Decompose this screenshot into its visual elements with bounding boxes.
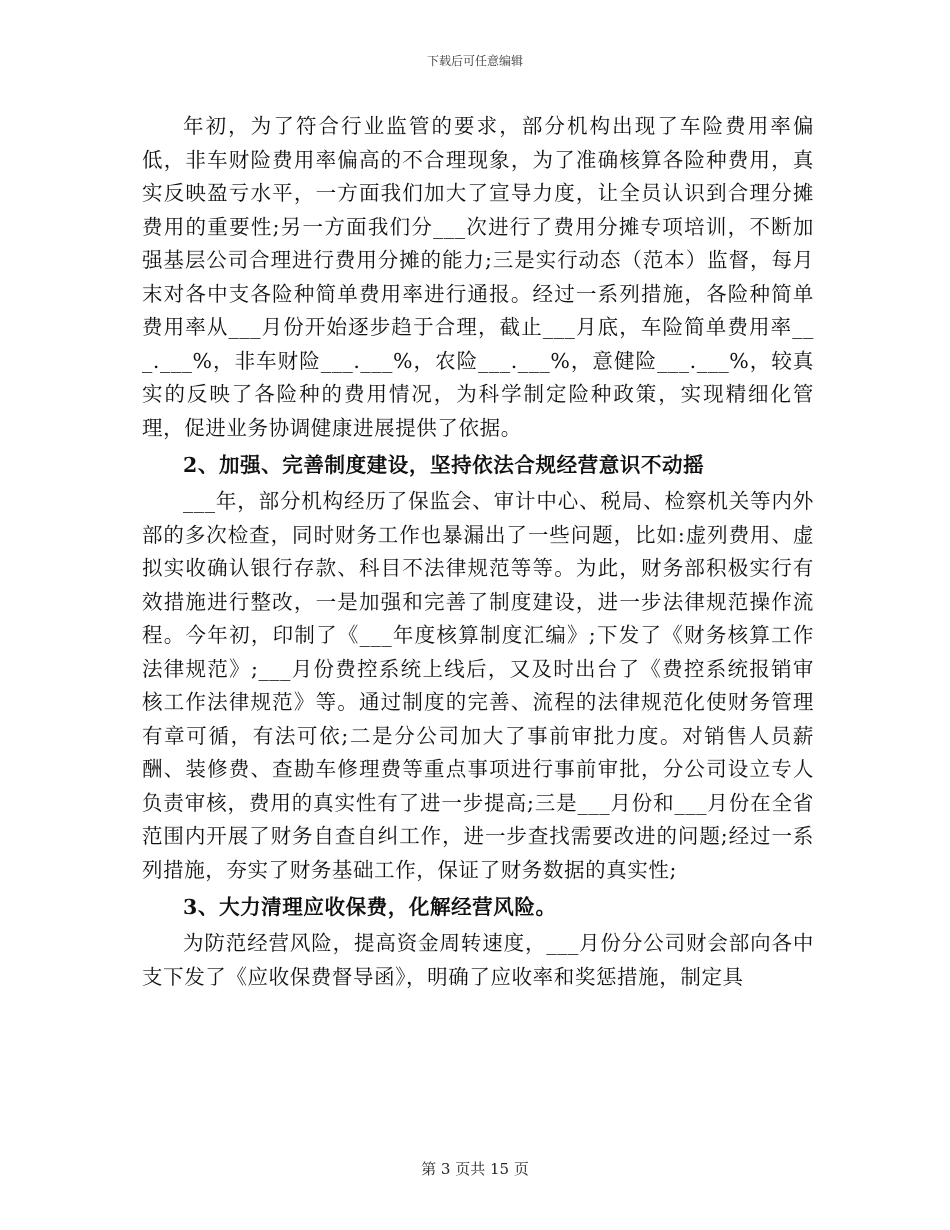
- header-note: 下载后可任意编辑: [426, 54, 523, 68]
- page-footer: 第 3 页共 15 页: [421, 1160, 529, 1178]
- paragraph-3: 为防范经营风险，提高资金周转速度，___月份分公司财会部向各中支下发了《应收保费督导函》，明确了应收率和奖惩措施，制定具: [142, 931, 814, 989]
- section-heading-2: 2、加强、完善制度建设，坚持依法合规经营意识不动摇: [183, 453, 705, 477]
- paragraph-1: 年初，为了符合行业监管的要求，部分机构出现了车险费用率偏低，非车财险费用率偏高的不合理现象，为了准确核算各险种费用，真实反映盈亏水平，一方面我们加大了宣导力度，让全员认识到合理分摊费用的重要性;另一方面我们分___次进行了费用分摊专项培训，不断加强基层公司合理进行费用分摊的能力;三是实行动态（范本）监督，每月末对各中支各险种简单费用率进行通报。经过一系列措施，各险种简单费用率从___月份开始逐步趋于合理，截止___月底，车险简单费用率___.___%，非车财险___.___%，农险___.___%，意健险___.___%，较真实的反映了各险种的费用情况，为科学制定险种政策，实现精细化管理，促进业务协调健康进展提供了依据。: [142, 114, 814, 440]
- section-heading-3: 3、大力清理应收保费，化解经营风险。: [183, 895, 557, 919]
- document-body: [142, 110, 814, 994]
- paragraph-2: ___年，部分机构经历了保监会、审计中心、税局、检察机关等内外部的多次检查，同时财务工作也暴漏出了一些问题，比如:虚列费用、虚拟实收确认银行存款、科目不法律规范等等。为此，财务部积极实行有效措施进行整改，一是加强和完善了制度建设，进一步法律规范操作流程。今年初，印制了《___年度核算制度汇编》;下发了《财务核算工作法律规范》;___月份费控系统上线后，又及时出台了《费控系统报销审核工作法律规范》等。通过制度的完善、流程的法律规范化使财务管理有章可循，有法可依;二是分公司加大了事前审批力度。对销售人员薪酬、装修费、查勘车修理费等重点事项进行事前审批，分公司设立专人负责审核，费用的真实性有了进一步提高;三是___月份和___月份在全省范围内开展了财务自查自纠工作，进一步查找需要改进的问题;经过一系列措施，夯实了财务基础工作，保证了财务数据的真实性;: [142, 489, 814, 882]
